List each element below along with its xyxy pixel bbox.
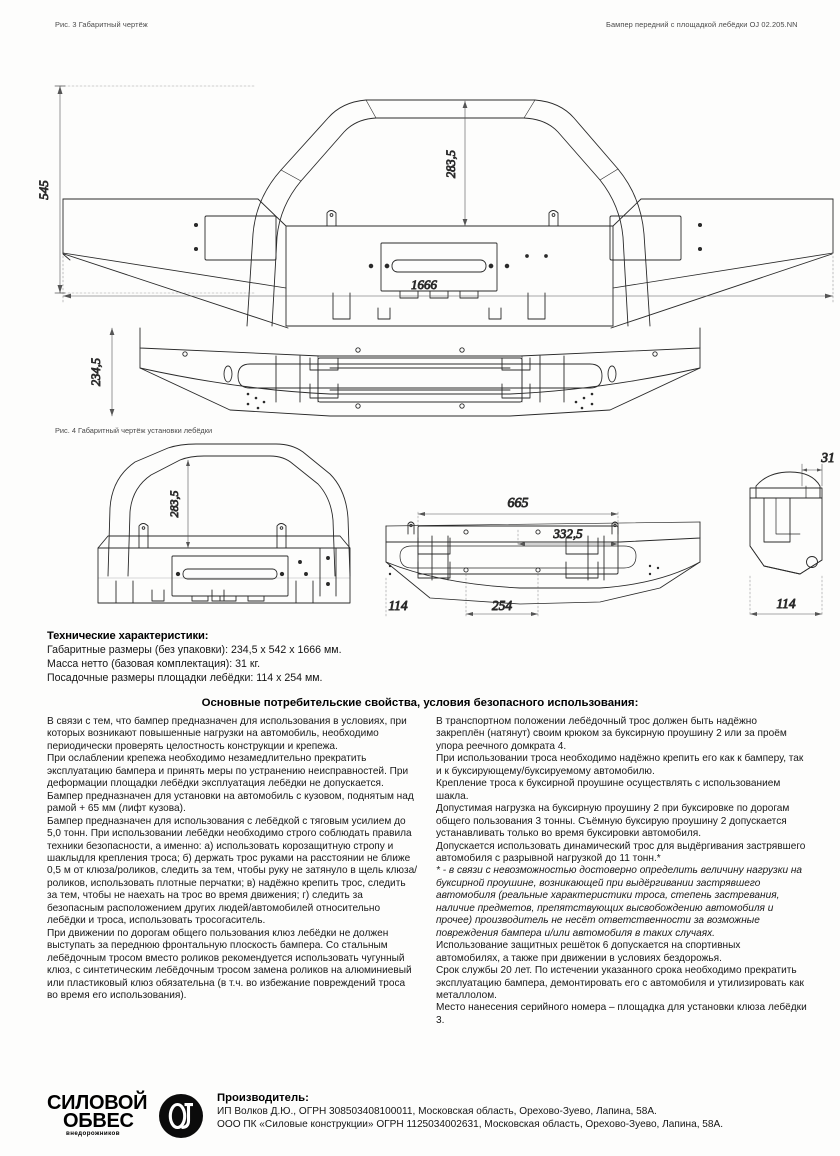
manufacturer-title: Производитель:: [217, 1092, 309, 1104]
properties-heading: Основные потребительские свойства, условия безопасного использования:: [201, 697, 639, 709]
manufacturer-block: [217, 1092, 723, 1132]
manufacturer-line-ip: ИП Волков Д.Ю., ОГРН 308503408100011, Московская область, Орехово-Зуево, Лапина, 58А.: [217, 1106, 657, 1117]
spec-line-dimensions: Габаритные размеры (без упаковки): 234,5 х 542 х 1666 мм.: [47, 644, 342, 656]
dim-283-5-fig3: 283,5: [444, 149, 458, 179]
paragraph: При использовании троса необходимо надёжно крепить его как к бамперу, так и к буксирующему/буксируемому автомобилю.: [436, 753, 804, 777]
paragraph: Срок службы 20 лет. По истечении указанного срока необходимо прекратить эксплуатацию бампера, демонтировать его с автомобиля и утилизировать как металлолом.: [436, 965, 804, 1001]
header-right-product: Бампер передний с площадкой лебёдки OJ 02.205.NN: [606, 20, 798, 29]
dim-1666: 1666: [411, 277, 437, 292]
paragraph: Использование защитных решёток 6 допускается на спортивных автомобилях, а также при движении в условиях бездорожья.: [436, 940, 741, 964]
figure-3-drawing: [0, 38, 840, 420]
paragraph: Крепление троса к буксирной проушине осуществлять с использованием шакла.: [436, 778, 781, 802]
logo-text-line1: СИЛОВОЙ: [47, 1092, 148, 1114]
paragraph: Место нанесения серийного номера – площадка для установки клюза лебёдки 3.: [436, 1002, 807, 1026]
dim-545: 545: [36, 180, 51, 200]
header-left-caption: Рис. 3 Габаритный чертёж: [55, 20, 148, 29]
paragraph: Бампер предназначен для использования с лебёдкой с тяговым усилием до 5,0 тонн. При использовании лебёдки необходимо строго соблюдать правила техники безопасности, а именно: а) использовать корозащитную стропу и шаклыдля крепления троса; б) держать трос руками на расстоянии не ближе 0,5 м от клюза/роликов, следить за тем, чтобы руку не затянуло в щель клюза/роликов, использовать плотные перчатки; в) надёжно крепить трос, следить за тем, чтобы не наехать на трос во время движения; г) следить за безопасным расположением других людей/автомобилей относительно лебёдки и троса, использовать тросогаситель.: [47, 815, 418, 927]
dim-665: 665: [507, 496, 529, 511]
document-footer: [47, 1092, 807, 1142]
paragraph: В транспортном положении лебёдочный трос должен быть надёжно закреплён (натянут) своим крюком за буксирную проушину 2 или за проём упора реечного домкрата 4.: [436, 716, 787, 752]
dim-254: 254: [491, 598, 513, 613]
paragraph: Допустимая нагрузка на буксирную проушину 2 при буксировке по дорогам общего пользования 3 тонны. Съёмную буксирую проушину 2 допускается устанавливать только во время буксировки автомобиля.: [436, 803, 790, 840]
paragraph: Допускается использовать динамический трос для выдёргивания застрявшего автомобиля с разрывной нагрузкой до 11 тонн.*: [436, 840, 806, 864]
properties-right-column: [436, 716, 807, 1027]
dim-31: 31: [821, 450, 835, 465]
paragraph: В связи с тем, что бампер предназначен для использования в условиях, при которых возникают повышенные нагрузки на автомобиль, необходимо периодически проверять целостность конструкции и крепежа.: [47, 716, 407, 752]
dim-234-5: 234,5: [89, 357, 103, 387]
paragraph-footnote: * - в связи с невозможностью достоверно определить величину нагрузки на буксирной проушине, возникающей при выдёргивании застрявшего автомобиля (реальные характеристики троса, степень застревания, наличие предметов, препятствующих высвобождению автомобиля и прочее) производитель не несёт ответственности за возможные повреждения бампера и/или автомобиля в таких случаях.: [436, 865, 803, 939]
dim-283-5-fig4: 283,5: [167, 490, 181, 518]
figure-4-drawing: [0, 438, 840, 628]
logo-text-line2: ОБВЕС: [63, 1110, 134, 1132]
paragraph: Бампер предназначен для установки на автомобиль с кузовом, поднятым над рамой + 65 мм (лифт кузова).: [47, 790, 414, 815]
dim-114-right: 114: [776, 596, 796, 611]
manufacturer-line-ooo: ООО ПК «Силовые конструкции» ОГРН 1125034002631, Московская область, Орехово-Зуево, Лапина, 58А.: [217, 1119, 724, 1131]
properties-body: [47, 716, 807, 1027]
dim-332-5: 332,5: [553, 526, 583, 541]
figure-4-caption: Рис. 4 Габаритный чертёж установки лебёдки: [55, 426, 213, 435]
brand-logo: [47, 1092, 209, 1142]
logo-text-line3: внедорожников: [66, 1130, 120, 1137]
technical-specs-block: [47, 630, 467, 686]
spec-line-weight: Масса нетто (базовая комплектация): 31 кг.: [47, 658, 261, 671]
properties-left-column: [47, 716, 418, 1027]
specs-title: Технические характеристики:: [47, 630, 209, 642]
dim-114-left: 114: [388, 598, 408, 613]
spec-line-winch-plate: Посадочные размеры площадки лебёдки: 114 х 254 мм.: [47, 672, 323, 685]
oj-badge-icon: [159, 1094, 203, 1138]
paragraph: При движении по дорогам общего пользования клюз лебёдки не должен выступать за переднюю фронтальную плоскость бампера. Со стальным лебёдочным тросом вместо роликов рекомендуется использовать чугунный клюз, с синтетическим лебёдочным тросом замена роликов на алюминиевый или пластиковый клюз обязательна (в т.ч. во избежание повреждений троса во время его использования).: [47, 927, 412, 1001]
paragraph: При ослаблении крепежа необходимо незамедлительно прекратить эксплуатацию бампера и принять меры по устранению неисправностей. При деформации площадки лебёдки эксплуатация лебёдки не допускается.: [47, 753, 409, 790]
